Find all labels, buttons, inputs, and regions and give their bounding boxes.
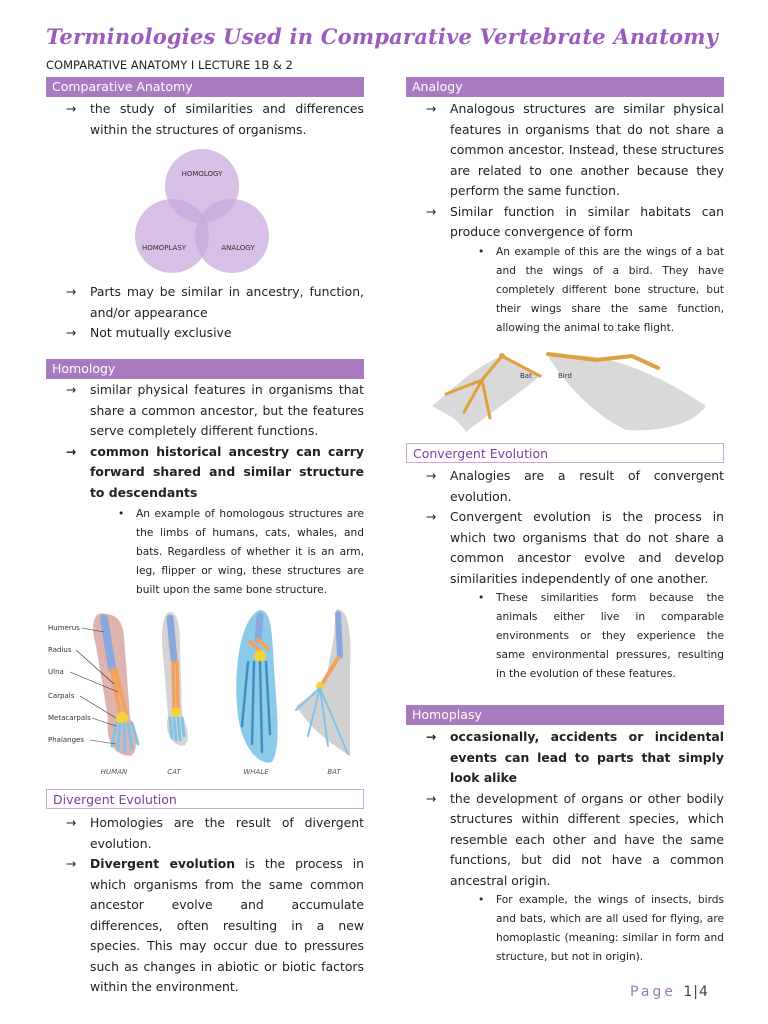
arrow-icon: → xyxy=(426,203,437,219)
venn-label-homology: HOMOLOGY xyxy=(181,170,223,178)
section-header: Homology xyxy=(46,359,364,379)
item-text: occasionally, accidents or incidental events can lead to parts that simply look alike xyxy=(450,729,724,785)
label-metacarpals: Metacarpals xyxy=(48,714,91,722)
item-text: the development of organs or other bodily structures within different species, which resemble each other and have the same functions, but did not have a common ancestral origin. xyxy=(450,790,724,888)
arrow-icon: → xyxy=(66,443,77,459)
bullet-text: For example, the wings of insects, birds and bats, which are all used for flying, are homoplastic (meaning: similar in form and structure, but not in origin). xyxy=(496,894,724,963)
section-header: Convergent Evolution xyxy=(406,443,724,463)
caption-bat: BAT xyxy=(327,768,341,776)
list-item xyxy=(46,282,364,323)
bullet-dot: • xyxy=(478,592,485,604)
venn-label-analogy: ANALOGY xyxy=(221,244,255,252)
arrow-icon: → xyxy=(426,790,437,806)
item-text: Analogies are a result of convergent evolution. xyxy=(450,468,724,504)
list-item xyxy=(406,507,724,589)
section-homoplasy xyxy=(406,705,724,967)
label-phalanges: Phalanges xyxy=(48,736,85,744)
list-item xyxy=(406,727,724,789)
arrow-icon: → xyxy=(66,856,77,871)
list-item xyxy=(406,789,724,892)
list-item xyxy=(406,466,724,507)
bullet-text: These similarities form because the animals either live in comparable environments or they experience the same environmental pressures, resulting in the evolution of these features. xyxy=(496,592,724,680)
item-text: Convergent evolution is the process in which two organisms that do not share a common ancestor evolve and develop similarities independently of one another. xyxy=(450,509,724,586)
item-text: the study of similarities and differences within the structures of organisms. xyxy=(90,101,364,137)
label-bird: Bird xyxy=(558,371,572,380)
section-analogy xyxy=(406,77,724,436)
arrow-icon: → xyxy=(426,468,437,483)
sub-bullet xyxy=(406,891,724,967)
item-text: similar physical features in organisms that share a common ancestor, but the features serve completely different functions. xyxy=(90,382,364,438)
bullet-text: An example of homologous structures are the limbs of humans, cats, whales, and bats. Regardless of whether it is an arm, leg, flipper or wing, these structures are built upon the same bone structure. xyxy=(136,508,364,596)
label-bat: Bat xyxy=(520,371,532,380)
item-text-bold: Divergent evolution xyxy=(90,856,236,871)
list-item xyxy=(46,380,364,442)
homologous-limbs-figure xyxy=(46,606,364,786)
section-homology xyxy=(46,359,364,786)
label-radius: Radius xyxy=(48,646,72,654)
arrow-icon: → xyxy=(66,382,77,397)
section-header: Comparative Anatomy xyxy=(46,77,364,97)
bat-bird-wing-figure xyxy=(406,346,724,436)
section-header: Analogy xyxy=(406,77,724,97)
arrow-icon: → xyxy=(66,325,77,340)
sub-bullet xyxy=(46,505,364,600)
sub-bullet xyxy=(406,243,724,338)
list-item xyxy=(406,202,724,243)
item-text: Analogous structures are similar physical features in organisms that do not share a common ancestor. Instead, these structures are related to one another because they perform the same function. xyxy=(450,101,724,198)
arrow-icon: → xyxy=(66,815,77,830)
venn-circle-analogy xyxy=(195,199,269,273)
bullet-dot: • xyxy=(478,245,485,258)
item-text: Similar function in similar habitats can produce convergence of form xyxy=(450,203,724,239)
page-title: Terminologies Used in Comparative Vertebrate Anatomy xyxy=(46,24,719,49)
list-item xyxy=(46,813,364,854)
page-label: Page xyxy=(630,984,676,1000)
list-item xyxy=(46,99,364,140)
bullet-dot: • xyxy=(118,508,125,520)
item-text: is the process in which organisms from the same common ancestor evolve and accumulate differences, often resulting in a new species. This may occur due to pressures such as changes in abiotic or biotic factors within the environment. xyxy=(90,856,364,994)
page-number-value: 1|4 xyxy=(683,984,709,1000)
lecture-subtitle: COMPARATIVE ANATOMY I LECTURE 1B & 2 xyxy=(46,58,293,72)
arrow-icon: → xyxy=(66,101,77,116)
caption-human: HUMAN xyxy=(100,768,128,776)
item-text: Homologies are the result of divergent evolution. xyxy=(90,815,364,851)
item-text: Not mutually exclusive xyxy=(90,325,232,340)
list-item xyxy=(46,323,364,344)
label-ulna: Ulna xyxy=(48,668,64,676)
label-carpals: Carpals xyxy=(48,692,75,700)
sub-bullet xyxy=(406,589,724,684)
label-humerus: Humerus xyxy=(48,624,80,632)
caption-whale: WHALE xyxy=(243,768,269,776)
section-divergent-evolution xyxy=(46,789,364,998)
caption-cat: CAT xyxy=(167,768,181,776)
item-text: common historical ancestry can carry forward shared and similar structure to descendants xyxy=(90,443,364,500)
page-number xyxy=(630,984,709,1000)
arrow-icon: → xyxy=(426,101,437,116)
arrow-icon: → xyxy=(66,284,77,299)
section-header: Divergent Evolution xyxy=(46,789,364,809)
bullet-dot: • xyxy=(478,894,485,906)
section-comparative-anatomy xyxy=(46,77,364,344)
list-item xyxy=(46,854,364,998)
item-text: Parts may be similar in ancestry, function, and/or appearance xyxy=(90,284,364,320)
section-header: Homoplasy xyxy=(406,705,724,725)
venn-label-homoplasy: HOMOPLASY xyxy=(141,244,187,252)
bullet-text: An example of this are the wings of a bat and the wings of a bird. They have completely different bone structure, but their wings share the same function, allowing the animal to take flight. xyxy=(496,245,724,334)
section-convergent-evolution xyxy=(406,443,724,684)
list-item xyxy=(46,442,364,504)
arrow-icon: → xyxy=(426,509,437,524)
venn-diagram xyxy=(46,146,364,278)
arrow-icon: → xyxy=(426,729,437,744)
list-item xyxy=(406,99,724,202)
